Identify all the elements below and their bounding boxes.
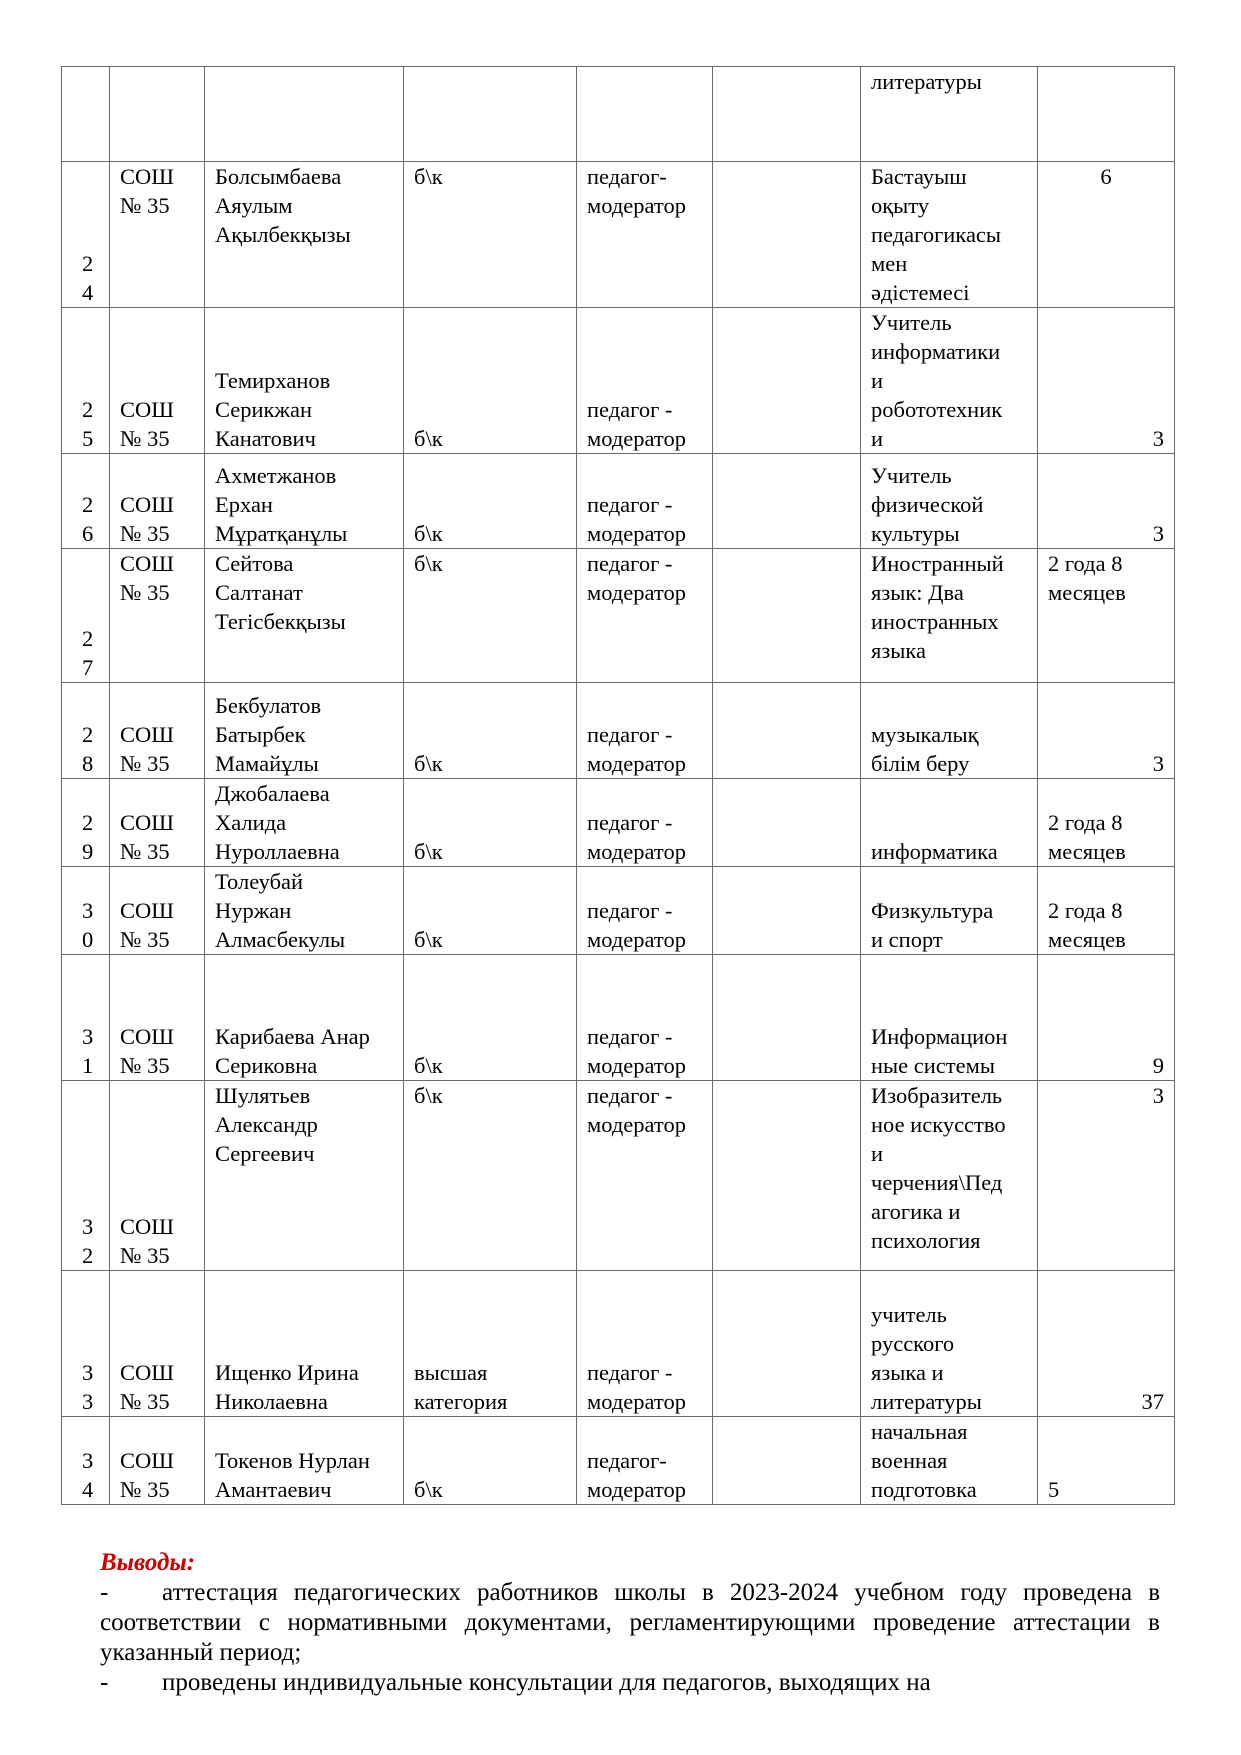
name-cell: Ищенко Ирина Николаевна [205, 1271, 404, 1417]
row-number-cell: 3 1 [62, 955, 110, 1081]
subject-cell: начальная военная подготовка [861, 1417, 1038, 1505]
table-row [62, 867, 1175, 955]
table-row [62, 1081, 1175, 1271]
experience-cell: 3 [1038, 683, 1175, 779]
conclusion-item [100, 1578, 1160, 1668]
list-dash: - [100, 1669, 109, 1696]
school-cell [110, 67, 205, 162]
qualification-cell: педагог - модератор [577, 1081, 713, 1271]
qualification-cell: педагог - модератор [577, 683, 713, 779]
extra-cell [713, 955, 861, 1081]
school-cell: СОШ № 35 [110, 683, 205, 779]
qualification-cell: педагог - модератор [577, 1271, 713, 1417]
extra-cell [713, 549, 861, 683]
extra-cell [713, 867, 861, 955]
category-cell: б\к [404, 955, 577, 1081]
qualification-cell: педагог - модератор [577, 549, 713, 683]
name-cell [205, 67, 404, 162]
qualification-cell: педагог- модератор [577, 1417, 713, 1505]
name-cell: Сейтова Салтанат Тегісбекқызы [205, 549, 404, 683]
conclusion-text: аттестация педагогических работников школы в 2023-2024 учебном году проведена в соответствии с нормативными документами, регламентирующими проведение аттестации в указанный период; [100, 1579, 1160, 1666]
name-cell: Темирханов Серикжан Канатович [205, 308, 404, 454]
row-number-cell: 3 0 [62, 867, 110, 955]
conclusions-section [100, 1548, 1160, 1698]
experience-cell: 9 [1038, 955, 1175, 1081]
row-number-cell: 2 7 [62, 549, 110, 683]
conclusion-item [100, 1668, 1160, 1698]
table-row [62, 162, 1175, 308]
extra-cell [713, 454, 861, 549]
extra-cell [713, 162, 861, 308]
table-row [62, 454, 1175, 549]
subject-cell: учитель русского языка и литературы [861, 1271, 1038, 1417]
school-cell: СОШ № 35 [110, 308, 205, 454]
table-row [62, 779, 1175, 867]
experience-cell: 37 [1038, 1271, 1175, 1417]
experience-cell [1038, 67, 1175, 162]
category-cell: б\к [404, 1417, 577, 1505]
school-cell: СОШ № 35 [110, 1271, 205, 1417]
category-cell: б\к [404, 683, 577, 779]
subject-cell: Учитель информатики и робототехник и [861, 308, 1038, 454]
subject-cell: информатика [861, 779, 1038, 867]
subject-cell: Бастауыш оқыту педагогикасы мен әдістемесі [861, 162, 1038, 308]
table-row [62, 308, 1175, 454]
name-cell: Карибаева Анар Сериковна [205, 955, 404, 1081]
category-cell [404, 67, 577, 162]
qualification-cell: педагог - модератор [577, 867, 713, 955]
school-cell: СОШ № 35 [110, 1081, 205, 1271]
row-number-cell: 3 4 [62, 1417, 110, 1505]
category-cell: б\к [404, 549, 577, 683]
category-cell: б\к [404, 779, 577, 867]
subject-cell: литературы [861, 67, 1038, 162]
experience-cell: 2 года 8 месяцев [1038, 779, 1175, 867]
name-cell: Болсымбаева Аяулым Ақылбекқызы [205, 162, 404, 308]
row-number-cell: 3 2 [62, 1081, 110, 1271]
subject-cell: Изобразитель ное искусство и черчения\Пед агогика и психология [861, 1081, 1038, 1271]
qualification-cell: педагог - модератор [577, 955, 713, 1081]
table-row [62, 955, 1175, 1081]
row-number-cell: 2 8 [62, 683, 110, 779]
experience-cell: 6 [1038, 162, 1175, 308]
row-number-cell: 2 5 [62, 308, 110, 454]
experience-cell: 2 года 8 месяцев [1038, 549, 1175, 683]
category-cell: б\к [404, 867, 577, 955]
school-cell: СОШ № 35 [110, 454, 205, 549]
row-number-cell: 3 3 [62, 1271, 110, 1417]
table-row [62, 1271, 1175, 1417]
name-cell: Джобалаева Халида Нуроллаевна [205, 779, 404, 867]
school-cell: СОШ № 35 [110, 1417, 205, 1505]
attestation-table [61, 66, 1175, 1505]
table-row [62, 683, 1175, 779]
conclusion-text: проведены индивидуальные консультации для педагогов, выходящих на [162, 1669, 931, 1696]
extra-cell [713, 683, 861, 779]
subject-cell: Физкультура и спорт [861, 867, 1038, 955]
experience-cell: 3 [1038, 1081, 1175, 1271]
name-cell: Бекбулатов Батырбек Мамайұлы [205, 683, 404, 779]
category-cell: б\к [404, 454, 577, 549]
subject-cell: Иностранный язык: Два иностранных языка [861, 549, 1038, 683]
subject-cell: музыкалық білім беру [861, 683, 1038, 779]
category-cell: б\к [404, 308, 577, 454]
school-cell: СОШ № 35 [110, 549, 205, 683]
school-cell: СОШ № 35 [110, 779, 205, 867]
list-dash: - [100, 1579, 109, 1606]
experience-cell: 3 [1038, 454, 1175, 549]
table-row [62, 67, 1175, 162]
experience-cell: 3 [1038, 308, 1175, 454]
extra-cell [713, 308, 861, 454]
category-cell: высшая категория [404, 1271, 577, 1417]
school-cell: СОШ № 35 [110, 162, 205, 308]
subject-cell: Информацион ные системы [861, 955, 1038, 1081]
extra-cell [713, 1271, 861, 1417]
name-cell: Толеубай Нуржан Алмасбекулы [205, 867, 404, 955]
row-number-cell: 2 4 [62, 162, 110, 308]
qualification-cell [577, 67, 713, 162]
name-cell: Шулятьев Александр Сергеевич [205, 1081, 404, 1271]
qualification-cell: педагог - модератор [577, 779, 713, 867]
school-cell: СОШ № 35 [110, 867, 205, 955]
experience-cell: 5 [1038, 1417, 1175, 1505]
row-number-cell [62, 67, 110, 162]
name-cell: Ахметжанов Ерхан Мұратқанұлы [205, 454, 404, 549]
extra-cell [713, 779, 861, 867]
name-cell: Токенов Нурлан Амантаевич [205, 1417, 404, 1505]
extra-cell [713, 67, 861, 162]
row-number-cell: 2 9 [62, 779, 110, 867]
category-cell: б\к [404, 1081, 577, 1271]
extra-cell [713, 1081, 861, 1271]
school-cell: СОШ № 35 [110, 955, 205, 1081]
qualification-cell: педагог - модератор [577, 308, 713, 454]
table-row [62, 549, 1175, 683]
experience-cell: 2 года 8 месяцев [1038, 867, 1175, 955]
conclusions-heading: Выводы: [100, 1549, 196, 1576]
qualification-cell: педагог- модератор [577, 162, 713, 308]
row-number-cell: 2 6 [62, 454, 110, 549]
qualification-cell: педагог - модератор [577, 454, 713, 549]
subject-cell: Учитель физической культуры [861, 454, 1038, 549]
extra-cell [713, 1417, 861, 1505]
category-cell: б\к [404, 162, 577, 308]
table-row [62, 1417, 1175, 1505]
